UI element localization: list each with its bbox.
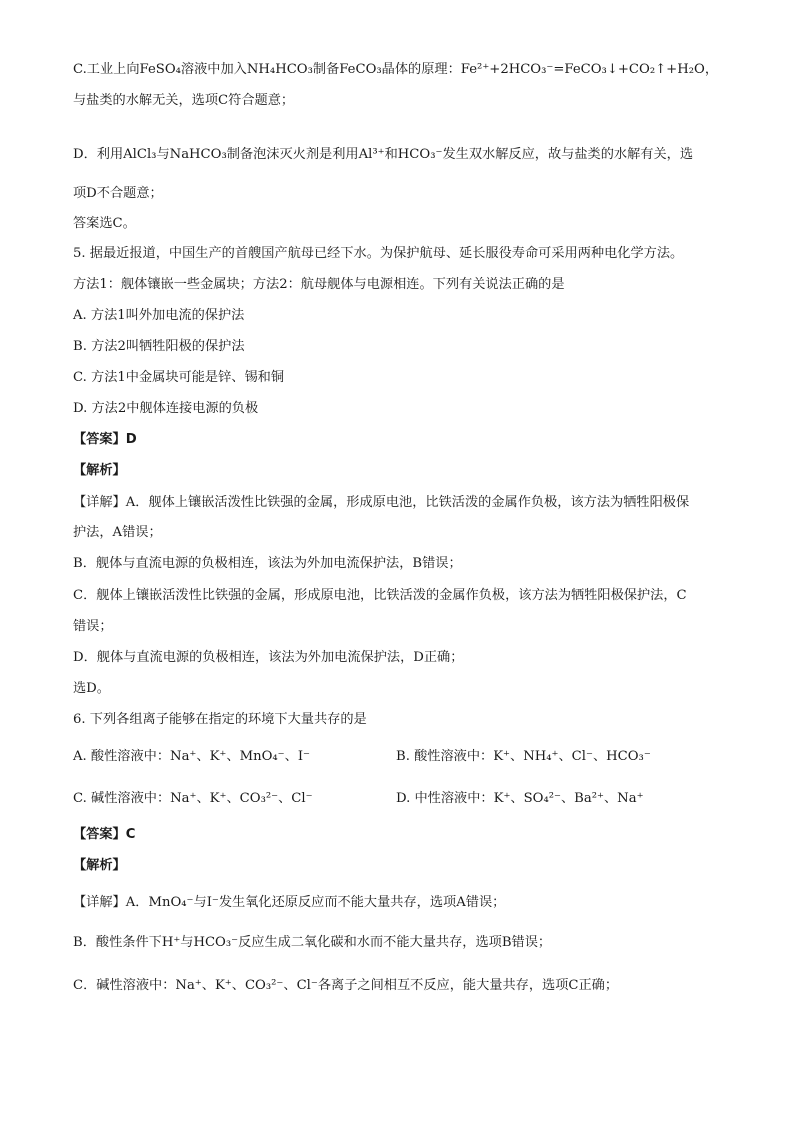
question-6-option-d: D. 中性溶液中：K⁺、SO₄²⁻、Ba²⁺、Na⁺ (396, 791, 644, 806)
text-line-c-conclusion: 与盐类的水解无关，选项C符合题意； (73, 93, 295, 108)
question-6-option-c: C. 碱性溶液中：Na⁺、K⁺、CO₃²⁻、Cl⁻ (73, 791, 313, 806)
text-line-d-conclusion: 项D不合题意； (73, 186, 163, 201)
text-line-c-option-principle: C.工业上向FeSO₄溶液中加入NH₄HCO₃制备FeCO₃晶体的原理：Fe²⁺+2HCO₃⁻=FeCO₃↓+CO₂↑+H₂O， (73, 62, 719, 77)
question-5-option-a: A. 方法1叫外加电流的保护法 (73, 308, 245, 323)
detail-q6-b: B．酸性条件下H⁺与HCO₃⁻反应生成二氧化碳和水而不能大量共存，选项B错误； (73, 935, 552, 950)
question-6-stem: 6. 下列各组离子能够在指定的环境下大量共存的是 (73, 712, 367, 727)
detail-q5-c-cont: 错误； (73, 619, 113, 634)
question-6-option-b: B. 酸性溶液中：K⁺、NH₄⁺、Cl⁻、HCO₃⁻ (396, 749, 651, 764)
question-5-option-d: D. 方法2中舰体连接电源的负极 (73, 401, 259, 416)
question-5-option-c: C. 方法1中金属块可能是锌、锡和铜 (73, 370, 285, 385)
detail-q5-d: D．舰体与直流电源的负极相连，该法为外加电流保护法，D正确； (73, 650, 464, 665)
question-5-option-b: B. 方法2叫牺牲阳极的保护法 (73, 339, 245, 354)
analysis-label-q6: 【解析】 (73, 858, 126, 873)
detail-q5-a: 【详解】A．舰体上镶嵌活泼性比铁强的金属，形成原电池，比铁活泼的金属作负极，该方法为牺牲阳极保 (73, 495, 690, 510)
answer-line-q5: 选D。 (73, 681, 110, 696)
detail-q5-c: C．舰体上镶嵌活泼性比铁强的金属，形成原电池，比铁活泼的金属作负极，该方法为牺牲阳极保护法，C (73, 588, 687, 603)
answer-label-q5: 【答案】D (73, 432, 137, 447)
question-6-option-a: A. 酸性溶液中：Na⁺、K⁺、MnO₄⁻、I⁻ (73, 749, 310, 764)
analysis-label-q5: 【解析】 (73, 463, 126, 478)
text-line-d-option: D．利用AlCl₃与NaHCO₃制备泡沫灭火剂是利用Al³⁺和HCO₃⁻发生双水解反应，故与盐类的水解有关，选 (73, 147, 694, 162)
detail-q6-c: C．碱性溶液中：Na⁺、K⁺、CO₃²⁻、Cl⁻各离子之间相互不反应，能大量共存，选项C正确； (73, 978, 619, 993)
question-5-stem-cont: 方法1：舰体镶嵌一些金属块；方法2：航母舰体与电源相连。下列有关说法正确的是 (73, 277, 565, 292)
detail-q5-a-cont: 护法，A错误； (73, 525, 162, 540)
question-5-stem: 5. 据最近报道，中国生产的首艘国产航母已经下水。为保护航母、延长服役寿命可采用两种电化学方法。 (73, 246, 684, 261)
answer-label-q6: 【答案】C (73, 827, 136, 842)
detail-q5-b: B．舰体与直流电源的负极相连，该法为外加电流保护法，B错误； (73, 556, 462, 571)
answer-line-q4: 答案选C。 (73, 216, 136, 231)
detail-q6-a: 【详解】A．MnO₄⁻与I⁻发生氧化还原反应而不能大量共存，选项A错误； (73, 895, 506, 910)
